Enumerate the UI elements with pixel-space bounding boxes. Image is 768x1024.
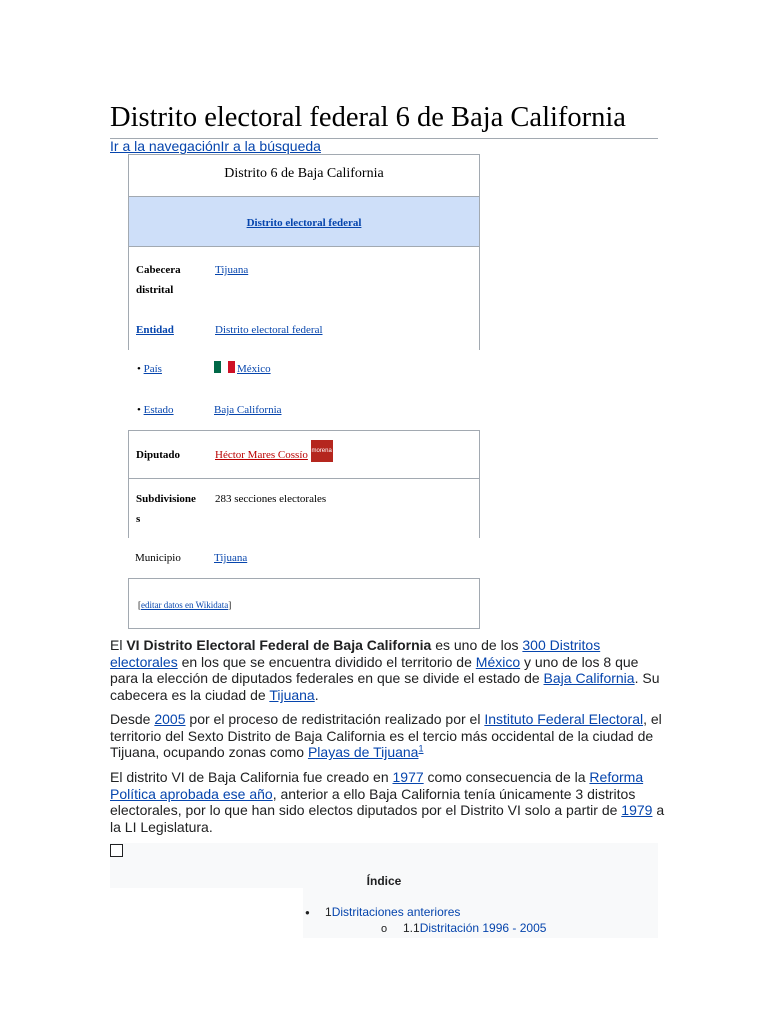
pais-value-link[interactable]: México — [237, 363, 271, 375]
link-300-distritos[interactable]: 300 Distritos electorales — [110, 637, 601, 670]
subdivisiones-label: Subdivisione s — [136, 493, 196, 525]
pais-label: • País — [137, 363, 162, 375]
paragraph-redistritacion: Desde 2005 por el proceso de redistritación realizado por el Instituto Federal Electoral, el territorio del Sexto Distrito de Baja California es el tercio más occidental de la ciudad de Tijuana, ocupando zonas como Playas de Tijuana$^1$ — [110, 711, 662, 761]
cabecera-label: Cabecera distrital — [136, 264, 181, 296]
diputado-value — [215, 439, 333, 471]
jump-to-search-link[interactable]: Ir a la búsqueda — [220, 138, 321, 154]
mexico-flag-icon — [214, 361, 235, 373]
infobox-subtitle-link[interactable]: Distrito electoral federal — [246, 217, 362, 229]
toc-cutout — [110, 888, 303, 938]
pais-label-link[interactable]: País — [143, 363, 162, 375]
paragraph-historia: El distrito VI de Baja California fue creado en 1977 como consecuencia de la Reforma Política aprobada ese año, anterior a ello Baja California tenía únicamente 3 distritos electorales, por lo que han sido electos diputados por el Distrito VI solo a partir de 1979 a la LI Legislatura. — [110, 769, 665, 836]
link-reforma-politica[interactable]: Reforma Política aprobada ese año — [110, 769, 644, 802]
link-instituto-federal-electoral[interactable]: Instituto Federal Electoral — [484, 711, 644, 727]
toc-item-link[interactable]: Distritaciones anteriores — [331, 905, 461, 919]
infobox-row-cabecera — [128, 246, 480, 310]
estado-value-link[interactable]: Baja California — [214, 404, 282, 416]
toc-item — [381, 921, 546, 937]
diputado-value-link[interactable]: Héctor Mares Cossío — [215, 449, 308, 461]
pais-value — [214, 359, 271, 379]
entidad-label-link[interactable]: Entidad — [136, 324, 174, 336]
link-1979[interactable]: 1979 — [621, 802, 653, 819]
estado-label-link[interactable]: Estado — [143, 404, 174, 416]
link-mexico[interactable]: México — [475, 653, 521, 670]
infobox-subtitle-row — [128, 196, 480, 246]
toc-item — [305, 905, 460, 920]
infobox-row-municipio — [128, 538, 480, 578]
link-2005[interactable]: 2005 — [154, 711, 186, 727]
estado-label: • Estado — [137, 404, 174, 416]
municipio-value-link[interactable]: Tijuana — [214, 552, 248, 564]
toc-item-number: 1 — [325, 905, 332, 919]
link-1977[interactable]: 1977 — [392, 769, 424, 785]
jump-to-navigation-link[interactable]: Ir a la navegación — [110, 138, 221, 154]
toc-title: Índice — [366, 874, 402, 888]
link-baja-california[interactable]: Baja California — [543, 670, 635, 687]
edit-wikidata: [editar datos en Wikidata] — [138, 600, 232, 610]
municipio-label: Municipio — [135, 552, 181, 564]
infobox-row-pais — [128, 350, 480, 390]
toc-toggle-checkbox[interactable] — [110, 844, 123, 857]
toc-item-link[interactable]: Distritación 1996 - 2005 — [419, 921, 547, 935]
link-playas-de-tijuana[interactable]: Playas de Tijuana — [307, 744, 419, 761]
infobox-row-entidad — [128, 310, 480, 350]
toc-item-number: 1.1 — [403, 921, 420, 935]
subdivisiones-value: 283 secciones electorales — [215, 493, 327, 505]
cabecera-value-link[interactable]: Tijuana — [215, 264, 249, 276]
infobox-row-diputado — [128, 430, 480, 478]
jump-links — [110, 137, 321, 155]
page-title: Distrito electoral federal 6 de Baja California — [110, 99, 658, 139]
infobox-title: Distrito 6 de Baja California — [128, 154, 480, 196]
reference-1-link[interactable]: 1 — [418, 743, 424, 754]
morena-party-logo: morena — [311, 440, 333, 462]
infobox-row-subdivisiones — [128, 478, 480, 538]
entidad-value-link[interactable]: Distrito electoral federal — [215, 324, 323, 336]
toc-bullet: ● — [305, 908, 310, 917]
paragraph-intro: El VI Distrito Electoral Federal de Baja California es uno de los 300 Distritos electorales en los que se encuentra dividido el territorio de México y uno de los 8 que para la elección de diputados federales en que se divide el estado de Baja California. Su cabecera es la ciudad de Tijuana. — [110, 637, 660, 704]
infobox-edit-row — [128, 578, 480, 629]
edit-wikidata-link[interactable]: editar datos en Wikidata — [141, 600, 229, 610]
infobox-row-estado — [128, 390, 480, 430]
link-tijuana[interactable]: Tijuana — [269, 687, 315, 704]
toc-bullet: o — [381, 923, 388, 935]
diputado-label: Diputado — [136, 449, 181, 461]
